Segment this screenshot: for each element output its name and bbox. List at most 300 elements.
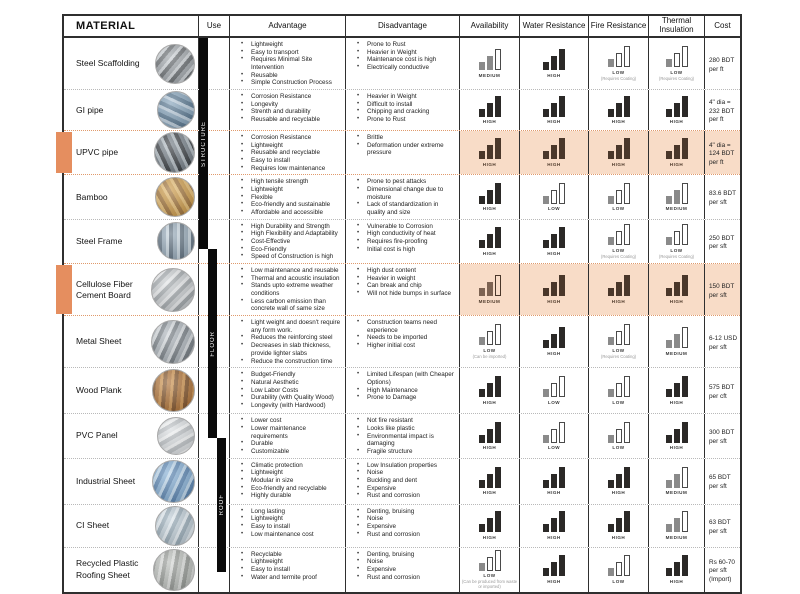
fire-resistance-rating-cell — [589, 90, 649, 130]
advantage-item: • Eco-friendly and recyclable — [230, 485, 343, 493]
disadvantage-item: • Deformation under extreme pressure — [346, 142, 457, 157]
rating-label: HIGH — [669, 298, 684, 304]
rating-label: HIGH — [611, 161, 626, 167]
rating-bars-icon — [607, 224, 631, 245]
disadvantage-item: • Expensive — [346, 566, 457, 574]
rating-label: HIGH — [482, 399, 497, 405]
disadvantage-list — [346, 134, 457, 157]
rating-label: HIGH — [547, 578, 561, 584]
rating-label: HIGH — [482, 206, 497, 212]
fire-resistance-rating-cell — [589, 316, 649, 367]
advantage-cell — [230, 414, 346, 457]
thermal-insulation-rating-cell — [649, 548, 705, 592]
rating-bars-icon — [665, 224, 689, 245]
advantage-cell — [230, 90, 346, 130]
disadvantage-item: • Needs to be imported — [346, 334, 457, 342]
availability-rating-cell — [460, 38, 520, 89]
rating-bars-icon — [607, 422, 631, 443]
disadvantage-item: • Chipping and cracking — [346, 108, 457, 116]
cost-cell — [705, 548, 740, 592]
material-name: Cellulose Fiber Cement Board — [76, 278, 133, 300]
advantage-item: • Lightweight — [230, 186, 343, 194]
advantage-item: • Climatic protection — [230, 462, 343, 470]
rating-bars-icon — [478, 49, 502, 70]
material-cell — [64, 220, 199, 263]
material-cell — [64, 414, 199, 457]
disadvantage-cell — [346, 38, 460, 89]
cost-value: 280 BDT per ft — [709, 56, 735, 73]
fire-resistance-rating-cell — [589, 505, 649, 547]
advantage-list — [230, 267, 343, 313]
water-resistance-rating-cell — [520, 316, 589, 367]
bamboo-photo — [155, 177, 195, 217]
advantage-cell — [230, 175, 346, 218]
disadvantage-list — [346, 223, 457, 254]
rating-bars-icon — [607, 467, 631, 488]
advantage-cell — [230, 316, 346, 367]
advantage-list — [230, 134, 343, 172]
material-row — [64, 219, 740, 263]
rating-bars-icon — [478, 183, 502, 204]
material-name: GI pipe — [76, 104, 104, 115]
rating-bars-icon — [607, 376, 631, 397]
material-cell — [64, 131, 199, 174]
advantage-item: • Lightweight — [230, 142, 343, 150]
availability-rating-cell — [460, 459, 520, 504]
cellulose-fiber-cement-board-photo — [151, 268, 195, 312]
availability-rating-cell — [460, 505, 520, 547]
rating-bars-icon — [478, 511, 502, 532]
disadvantage-item: • Expensive — [346, 485, 457, 493]
availability-rating-cell — [460, 131, 520, 174]
disadvantage-list — [346, 508, 457, 539]
rating-bars-icon — [607, 324, 631, 345]
disadvantage-item: • Fragile structure — [346, 448, 457, 456]
rating-label: HIGH — [611, 298, 626, 304]
material-cell — [64, 90, 199, 130]
thermal-insulation-rating-cell — [649, 368, 705, 413]
rating-note: (Requires Coating) — [600, 253, 637, 259]
rating-label: LOW — [483, 573, 496, 579]
advantage-item: • Budget-Friendly — [230, 371, 343, 379]
water-resistance-rating-cell — [520, 264, 589, 315]
advantage-item: • Modular in size — [230, 477, 343, 485]
disadvantage-cell — [346, 548, 460, 592]
material-row — [64, 413, 740, 457]
disadvantage-item: • Noise — [346, 558, 457, 566]
availability-rating-cell — [460, 316, 520, 367]
header-availability: Availability — [460, 16, 520, 36]
availability-rating-cell — [460, 90, 520, 130]
thermal-insulation-rating-cell — [649, 175, 705, 218]
material-name: CI Sheet — [76, 520, 110, 530]
disadvantage-item: • Expensive — [346, 523, 457, 531]
cost-value: 300 BDT per sft — [709, 429, 735, 445]
thermal-insulation-rating-cell — [649, 414, 705, 457]
rating-label: HIGH — [547, 161, 561, 167]
advantage-item: • High tensile strength — [230, 178, 343, 186]
rating-label: LOW — [612, 206, 625, 212]
rating-label: HIGH — [547, 490, 561, 496]
cost-cell — [705, 316, 740, 367]
disadvantage-item: • High Maintenance — [346, 387, 457, 395]
material-cell — [64, 368, 199, 413]
rating-bars-icon — [665, 46, 689, 67]
thermal-insulation-rating-cell — [649, 505, 705, 547]
advantage-cell — [230, 264, 346, 315]
disadvantage-cell — [346, 131, 460, 174]
material-cell — [64, 264, 199, 315]
disadvantage-cell — [346, 175, 460, 218]
disadvantage-list — [346, 319, 457, 350]
rating-label: LOW — [547, 445, 561, 451]
advantage-item: • Natural Aesthetic — [230, 379, 343, 387]
fire-resistance-rating-cell — [589, 264, 649, 315]
rating-label: LOW — [612, 578, 625, 584]
rating-bars-icon — [478, 376, 502, 397]
cost-value: 6-12 USD per sft — [709, 335, 738, 351]
use-group-structure — [199, 38, 208, 249]
advantage-item: • Durability (with Quality Wood) — [230, 394, 343, 402]
material-cell — [64, 505, 199, 547]
advantage-cell — [230, 368, 346, 413]
advantage-item: • Low maintenance cost — [230, 531, 343, 539]
advantage-item: • Affordable and accessible — [230, 209, 343, 217]
rating-label: HIGH — [482, 119, 497, 125]
rating-label: HIGH — [547, 298, 561, 304]
cost-cell — [705, 368, 740, 413]
rating-bars-icon — [542, 49, 566, 70]
advantage-item: • Simple Construction Process — [230, 79, 343, 87]
advantage-item: • Easy to install — [230, 523, 343, 531]
rating-bars-icon — [607, 138, 631, 159]
rating-note: (Can be imported) — [472, 353, 507, 359]
header-material: MATERIAL — [64, 16, 199, 36]
rating-label: LOW — [670, 247, 683, 253]
cost-value: 83.6 BDT per sft — [709, 190, 736, 207]
thermal-insulation-rating-cell — [649, 38, 705, 89]
availability-rating-cell — [460, 414, 520, 457]
availability-rating-cell — [460, 220, 520, 263]
fire-resistance-rating-cell — [589, 175, 649, 218]
rating-bars-icon — [478, 96, 502, 117]
advantage-item: • Speed of Construction is high — [230, 253, 343, 261]
cost-value: 63 BDT per sft — [709, 518, 731, 535]
advantage-cell — [230, 131, 346, 174]
rating-label: HIGH — [482, 445, 497, 451]
header-disadvantage: Disadvantage — [346, 16, 460, 36]
advantage-cell — [230, 459, 346, 504]
wood-plank-photo — [152, 369, 195, 412]
advantage-item: • Reusable and recyclable — [230, 116, 343, 124]
cost-cell — [705, 38, 740, 89]
material-row — [64, 130, 740, 174]
cost-value: 575 BDT per cft — [709, 384, 735, 400]
advantage-list — [230, 462, 343, 500]
advantage-cell — [230, 220, 346, 263]
rating-label: LOW — [547, 206, 561, 212]
advantage-cell — [230, 548, 346, 592]
material-cell — [64, 38, 199, 89]
advantage-item: • Easy to install — [230, 157, 343, 165]
rating-label: HIGH — [482, 161, 497, 167]
material-cell — [64, 175, 199, 218]
rating-label: LOW — [612, 247, 625, 253]
material-row — [64, 38, 740, 89]
rating-label: LOW — [670, 69, 683, 75]
rating-label: HIGH — [669, 399, 684, 405]
advantage-item: • Requires low maintenance — [230, 165, 343, 173]
disadvantage-item: • Heavier in weight — [346, 275, 457, 283]
metal-sheet-photo — [151, 320, 195, 364]
advantage-item: • Low Labor Costs — [230, 387, 343, 395]
rating-bars-icon — [542, 467, 566, 488]
gi-pipe-photo — [157, 91, 195, 129]
disadvantage-item: • Dimensional change due to moisture — [346, 186, 457, 201]
rating-label: LOW — [547, 399, 561, 405]
cost-cell — [705, 505, 740, 547]
rating-label: LOW — [483, 347, 496, 353]
material-row — [64, 504, 740, 547]
advantage-item: • Easy to transport — [230, 49, 343, 57]
use-group-floor — [208, 249, 217, 438]
rating-label: MEDIUM — [665, 490, 688, 496]
disadvantage-item: • Noise — [346, 469, 457, 477]
material-row — [64, 547, 740, 592]
disadvantage-list — [346, 41, 457, 72]
water-resistance-rating-cell — [520, 90, 589, 130]
material-name: Bamboo — [76, 191, 108, 202]
material-name: Recycled Plastic Roofing Sheet — [76, 558, 139, 580]
advantage-item: • Reusable and recyclable — [230, 149, 343, 157]
water-resistance-rating-cell — [520, 459, 589, 504]
advantage-item: • Corrosion Resistance — [230, 93, 343, 101]
advantage-item: • Lower cost — [230, 417, 343, 425]
cost-cell — [705, 414, 740, 457]
rating-label: MEDIUM — [665, 206, 688, 212]
advantage-list — [230, 41, 343, 87]
header-advantage: Advantage — [230, 16, 346, 36]
disadvantage-item: • Prone to pest attacks — [346, 178, 457, 186]
fire-resistance-rating-cell — [589, 414, 649, 457]
availability-rating-cell — [460, 175, 520, 218]
rating-bars-icon — [607, 511, 631, 532]
disadvantage-item: • Can break and chip — [346, 282, 457, 290]
thermal-insulation-rating-cell — [649, 131, 705, 174]
steel-frame-photo — [157, 222, 195, 260]
disadvantage-item: • Denting, bruising — [346, 551, 457, 559]
header-water-resistance: Water Resistance — [520, 16, 589, 36]
ci-sheet-photo — [155, 506, 195, 546]
advantage-item: • Reduce the construction time — [230, 358, 343, 366]
advantage-list — [230, 93, 343, 124]
use-group-label: FLOOR — [209, 330, 216, 357]
water-resistance-rating-cell — [520, 368, 589, 413]
advantage-item: • Longevity — [230, 101, 343, 109]
cost-cell — [705, 264, 740, 315]
rating-label: HIGH — [669, 445, 684, 451]
material-name: Industrial Sheet — [76, 475, 136, 486]
advantage-item: • Reduces the reinforcing steel — [230, 334, 343, 342]
disadvantage-item: • Prone to Damage — [346, 394, 457, 402]
material-row — [64, 263, 740, 315]
disadvantage-item: • Looks like plastic — [346, 425, 457, 433]
cost-cell — [705, 220, 740, 263]
table-body — [64, 38, 740, 592]
rating-label: LOW — [612, 399, 625, 405]
rating-label: HIGH — [611, 119, 626, 125]
disadvantage-item: • Rust and corrosion — [346, 492, 457, 500]
advantage-cell — [230, 38, 346, 89]
rating-bars-icon — [542, 511, 566, 532]
material-row — [64, 89, 740, 130]
disadvantage-cell — [346, 264, 460, 315]
advantage-item: • Decreases in slab thickness, provide lighter slabs — [230, 342, 343, 357]
advantage-item: • Thermal and acoustic insulation — [230, 275, 343, 283]
disadvantage-item: • Not fire resistant — [346, 417, 457, 425]
cost-cell — [705, 175, 740, 218]
availability-rating-cell — [460, 264, 520, 315]
rating-bars-icon — [542, 227, 566, 248]
rating-bars-icon — [665, 511, 689, 532]
advantage-item: • Low maintenance and reusable — [230, 267, 343, 275]
water-resistance-rating-cell — [520, 220, 589, 263]
disadvantage-list — [346, 417, 457, 455]
fire-resistance-rating-cell — [589, 38, 649, 89]
disadvantage-cell — [346, 90, 460, 130]
rating-bars-icon — [665, 96, 689, 117]
disadvantage-list — [346, 267, 457, 298]
cost-value: 65 BDT per sft — [709, 474, 731, 491]
advantage-item: • Customizable — [230, 448, 343, 456]
rating-bars-icon — [478, 138, 502, 159]
advantage-item: • Eco-friendly and sustainable — [230, 201, 343, 209]
rating-bars-icon — [542, 96, 566, 117]
advantage-item: • Corrosion Resistance — [230, 134, 343, 142]
water-resistance-rating-cell — [520, 414, 589, 457]
advantage-item: • Lightweight — [230, 469, 343, 477]
material-row — [64, 315, 740, 367]
cost-cell — [705, 131, 740, 174]
disadvantage-item: • Brittle — [346, 134, 457, 142]
rating-label: HIGH — [547, 119, 561, 125]
disadvantage-item: • Difficult to install — [346, 101, 457, 109]
rating-note: (Requires Coating) — [600, 75, 637, 81]
rating-bars-icon — [607, 183, 631, 204]
disadvantage-item: • Environmental impact is damaging — [346, 433, 457, 448]
rating-label: HIGH — [669, 161, 684, 167]
advantage-item: • Cost-Effective — [230, 238, 343, 246]
material-name: Steel Scaffolding — [76, 57, 140, 68]
availability-rating-cell — [460, 548, 520, 592]
rating-label: LOW — [612, 69, 625, 75]
rating-label: LOW — [612, 445, 625, 451]
disadvantage-item: • Vulnerable to Corrosion — [346, 223, 457, 231]
disadvantage-item: • Heavier in Weight — [346, 93, 457, 101]
disadvantage-item: • Initial cost is high — [346, 246, 457, 254]
cost-value: 150 BDT per sft — [709, 282, 735, 299]
rating-label: HIGH — [482, 534, 497, 540]
advantage-item: • Lightweight — [230, 558, 343, 566]
water-resistance-rating-cell — [520, 548, 589, 592]
rating-note: (Requires Coating) — [658, 75, 695, 81]
advantage-item: • Stands upto extreme weather conditions — [230, 282, 343, 297]
disadvantage-item: • Limited Lifespan (with Cheaper Options) — [346, 371, 457, 386]
thermal-insulation-rating-cell — [649, 316, 705, 367]
rating-label: HIGH — [611, 490, 626, 496]
disadvantage-item: • Rust and corrosion — [346, 574, 457, 582]
rating-bars-icon — [665, 467, 689, 488]
disadvantage-item: • Higher initial cost — [346, 342, 457, 350]
rating-label: MEDIUM — [478, 298, 501, 304]
disadvantage-item: • Rust and corrosion — [346, 531, 457, 539]
advantage-list — [230, 319, 343, 365]
material-cell — [64, 548, 199, 592]
rating-label: HIGH — [482, 250, 497, 256]
rating-label: MEDIUM — [665, 350, 688, 356]
header-fire-resistance: Fire Resistance — [589, 16, 649, 36]
thermal-insulation-rating-cell — [649, 264, 705, 315]
rating-label: HIGH — [611, 534, 626, 540]
rating-bars-icon — [478, 275, 502, 296]
rating-note: (Requires Coating) — [658, 253, 695, 259]
rating-bars-icon — [665, 183, 689, 204]
advantage-item: • Lightweight — [230, 41, 343, 49]
advantage-list — [230, 417, 343, 455]
disadvantage-item: • High dust content — [346, 267, 457, 275]
disadvantage-item: • Prone to Rust — [346, 116, 457, 124]
disadvantage-cell — [346, 414, 460, 457]
advantage-item: • High Durability and Strength — [230, 223, 343, 231]
disadvantage-list — [346, 462, 457, 500]
rating-bars-icon — [478, 227, 502, 248]
cost-cell — [705, 459, 740, 504]
material-name: UPVC pipe — [76, 147, 119, 158]
advantage-cell — [230, 505, 346, 547]
disadvantage-item: • Heavier in Weight — [346, 49, 457, 57]
disadvantage-cell — [346, 316, 460, 367]
advantage-item: • Recyclable — [230, 551, 343, 559]
disadvantage-item: • Lack of standardization in quality and size — [346, 201, 457, 216]
material-row — [64, 367, 740, 413]
rating-bars-icon — [665, 138, 689, 159]
disadvantage-list — [346, 93, 457, 124]
water-resistance-rating-cell — [520, 131, 589, 174]
use-group-label: STRUCTURE — [200, 120, 207, 167]
rating-bars-icon — [542, 376, 566, 397]
rating-note: (Can be produced from waste or imported) — [461, 579, 518, 590]
rating-label: HIGH — [669, 119, 684, 125]
fire-resistance-rating-cell — [589, 459, 649, 504]
header-thermal-insulation: Thermal Insulation — [649, 16, 705, 36]
advantage-item: • Eco-Friendly — [230, 246, 343, 254]
advantage-item: • Strenth and durability — [230, 108, 343, 116]
rating-bars-icon — [607, 96, 631, 117]
rating-bars-icon — [478, 467, 502, 488]
disadvantage-item: • Requires fire-proofing — [346, 238, 457, 246]
disadvantage-item: • Prone to Rust — [346, 41, 457, 49]
fire-resistance-rating-cell — [589, 220, 649, 263]
cost-cell — [705, 90, 740, 130]
table-header-row — [64, 16, 740, 38]
material-cell — [64, 459, 199, 504]
disadvantage-item: • Electrically conductive — [346, 64, 457, 72]
disadvantage-cell — [346, 459, 460, 504]
advantage-list — [230, 223, 343, 261]
fire-resistance-rating-cell — [589, 131, 649, 174]
material-comparison-table — [62, 14, 742, 594]
water-resistance-rating-cell — [520, 175, 589, 218]
